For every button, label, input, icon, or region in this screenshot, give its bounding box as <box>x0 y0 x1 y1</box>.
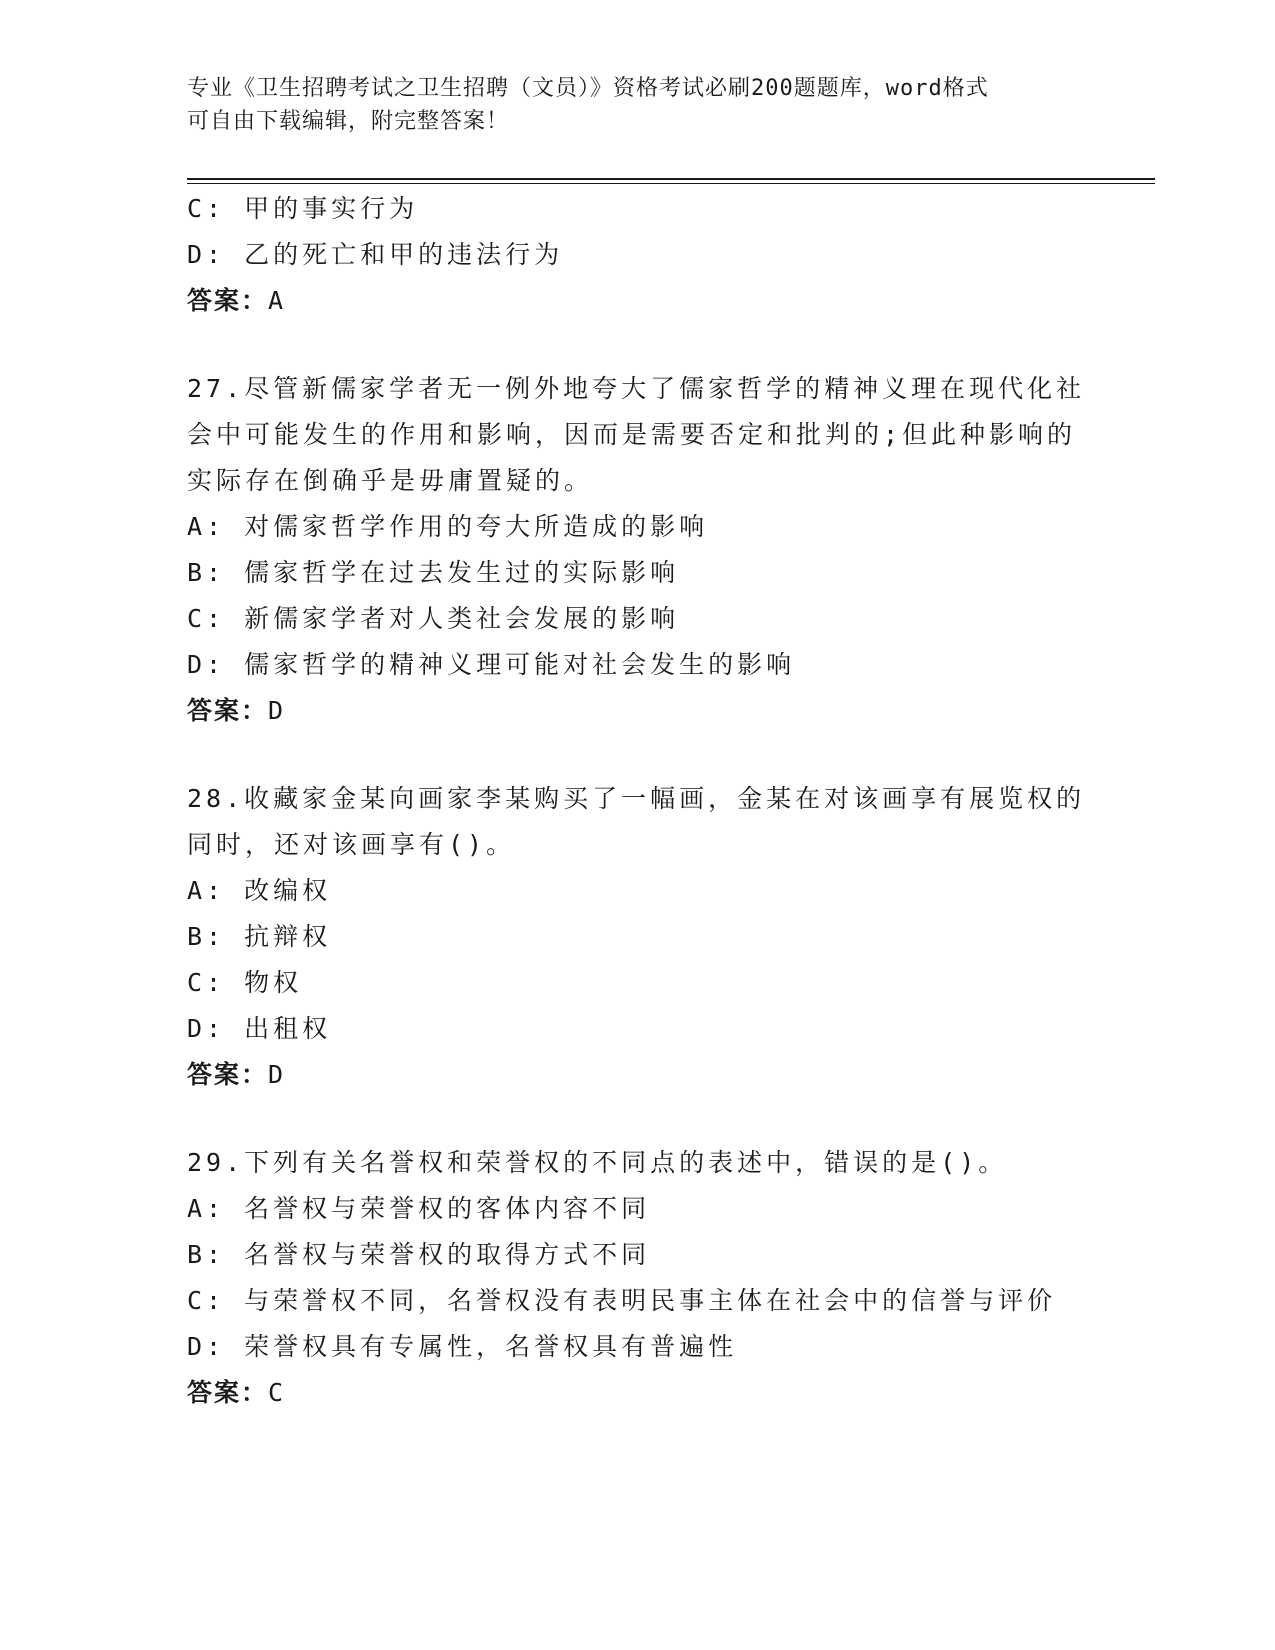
option-d: D: 乙的死亡和甲的违法行为 <box>187 240 564 269</box>
option-d: D: 儒家哲学的精神义理可能对社会发生的影响 <box>187 650 796 679</box>
option-d: D: 荣誉权具有专属性，名誉权具有普遍性 <box>187 1332 738 1361</box>
option-b: B: 儒家哲学在过去发生过的实际影响 <box>187 558 680 587</box>
answer-line <box>187 278 1087 324</box>
answer-value: D <box>268 696 286 725</box>
document-header <box>187 72 1087 138</box>
option-b: B: 抗辩权 <box>187 922 332 951</box>
option-a: A: 改编权 <box>187 876 332 905</box>
header-line-1: 专业《卫生招聘考试之卫生招聘（文员）》资格考试必刷200题题库，word格式 <box>187 76 989 101</box>
answer-value: D <box>268 1060 286 1089</box>
header-divider-thin <box>187 183 1155 184</box>
question-27 <box>187 366 1087 734</box>
answer-label: 答案： <box>187 696 269 725</box>
option-d: D: 出租权 <box>187 1014 332 1043</box>
answer-label: 答案： <box>187 1378 269 1407</box>
option-a: A: 名誉权与荣誉权的客体内容不同 <box>187 1194 651 1223</box>
question-list <box>187 186 1087 1416</box>
option-b: B: 名誉权与荣誉权的取得方式不同 <box>187 1240 651 1269</box>
question-29 <box>187 1140 1087 1416</box>
answer-label: 答案： <box>187 1060 269 1089</box>
question-stem: 28.收藏家金某向画家李某购买了一幅画，金某在对该画享有展览权的 <box>187 784 1086 813</box>
option-c: C: 新儒家学者对人类社会发展的影响 <box>187 604 680 633</box>
header-line-2: 可自由下载编辑，附完整答案！ <box>187 109 510 134</box>
answer-value: C <box>268 1378 286 1407</box>
answer-value: A <box>268 286 286 315</box>
question-stem: 同时，还对该画享有()。 <box>187 830 516 859</box>
question-stem: 27.尽管新儒家学者无一例外地夸大了儒家哲学的精神义理在现代化社 <box>187 374 1086 403</box>
answer-line <box>187 1052 1087 1098</box>
answer-line <box>187 1370 1087 1416</box>
header-divider-thick <box>187 178 1155 180</box>
question-stem: 实际存在倒确乎是毋庸置疑的。 <box>187 466 594 495</box>
question-28 <box>187 776 1087 1098</box>
option-c: C: 物权 <box>187 968 303 997</box>
question-26 <box>187 186 1087 324</box>
option-c: C: 甲的事实行为 <box>187 194 419 223</box>
answer-line <box>187 688 1087 734</box>
option-c: C: 与荣誉权不同，名誉权没有表明民事主体在社会中的信誉与评价 <box>187 1286 1057 1315</box>
question-stem: 会中可能发生的作用和影响，因而是需要否定和批判的;但此种影响的 <box>187 420 1077 449</box>
option-a: A: 对儒家哲学作用的夸大所造成的影响 <box>187 512 709 541</box>
answer-label: 答案： <box>187 286 269 315</box>
question-stem: 29.下列有关名誉权和荣誉权的不同点的表述中，错误的是()。 <box>187 1148 1008 1177</box>
